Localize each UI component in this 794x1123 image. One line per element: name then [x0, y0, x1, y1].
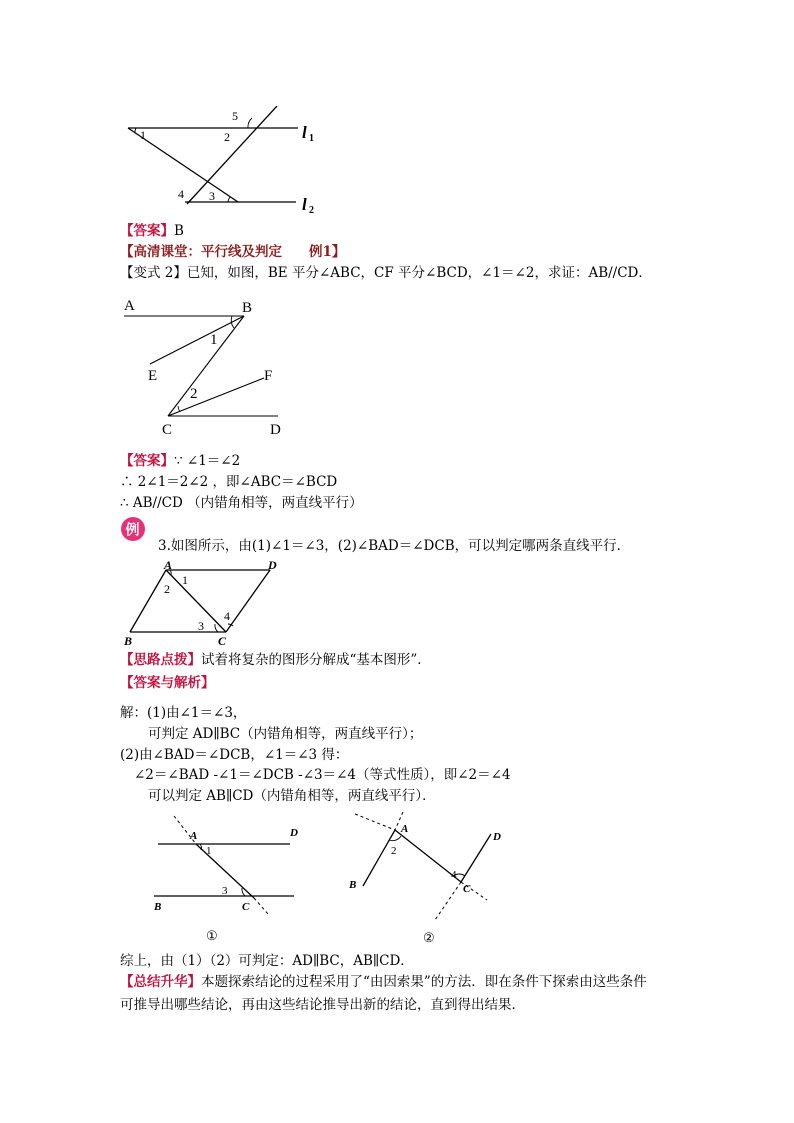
point-label: D	[493, 831, 501, 843]
figure-z-bisector	[120, 294, 290, 442]
angle-label: 3	[222, 885, 228, 897]
answer2-line2: ∴ 2∠1＝2∠2 ，即∠ABC＝∠BCD	[120, 474, 338, 490]
figure-caption: ①	[206, 928, 218, 943]
conclusion-line1	[120, 973, 647, 991]
variant-text: 已知，如图，BE 平分∠ABC，CF 平分∠BCD，∠1＝∠2，求证：AB//CD．	[186, 265, 652, 281]
analysis-line	[120, 674, 215, 692]
variant-line	[120, 264, 652, 282]
conclusion-tag: 【总结升华】	[120, 974, 201, 990]
solution-line2: 可判定 AD∥BC（内错角相等，两直线平行）；	[148, 726, 423, 742]
point-label: D	[290, 827, 298, 839]
example-text: 3.如图所示，由(1)∠1＝∠3，(2)∠BAD＝∠DCB，可以判定哪两条直线平行．	[158, 538, 631, 554]
point-label: A	[164, 558, 173, 572]
angle-label: 3	[198, 619, 204, 633]
point-label: B	[242, 300, 253, 316]
solution-line4: ∠2＝∠BAD -∠1＝∠DCB -∠3＝∠4（等式性质），即∠2＝∠4	[134, 767, 511, 783]
line-label: l	[302, 195, 307, 214]
angle-label: 4	[451, 869, 457, 881]
point-label: C	[162, 422, 173, 438]
angle-label: 5	[232, 109, 238, 123]
angle-label: 1	[140, 128, 146, 142]
answer2-tag: 【答案】	[120, 453, 174, 469]
angle-label: 1	[206, 845, 212, 857]
line-label-sub: 2	[309, 205, 314, 216]
point-label: B	[124, 634, 133, 648]
point-label: F	[264, 368, 273, 384]
angle-label: 2	[391, 845, 397, 857]
point-label: B	[349, 879, 357, 891]
line-label-sub: 1	[309, 133, 314, 144]
angle-label: 2	[164, 582, 170, 596]
point-label: A	[124, 298, 135, 314]
answer-text: B	[174, 223, 184, 239]
example-badge-text: 例	[125, 523, 140, 539]
angle-label: 4	[224, 609, 230, 623]
line-label: l	[302, 123, 307, 142]
point-label: C	[242, 901, 250, 913]
point-label: E	[148, 368, 158, 384]
solution-line5: 可以判定 AB∥CD（内错角相等，两直线平行）．	[148, 788, 436, 804]
analysis-tag: 【答案与解析】	[120, 675, 215, 691]
hd-class-tag: 【高清课堂：平行线及判定 例1】	[120, 244, 346, 260]
angle-label: 1	[210, 332, 218, 348]
angle-label: 1	[182, 573, 188, 587]
figure-sub-1	[150, 812, 310, 947]
hd-class-line	[120, 243, 345, 261]
figure-parallel-lines	[120, 106, 330, 218]
figure-caption: ②	[423, 930, 435, 945]
point-label: B	[154, 901, 162, 913]
answer2-line3: ∴ AB//CD （内错角相等，两直线平行）	[120, 495, 363, 511]
point-label: D	[268, 558, 277, 572]
example-badge-icon	[120, 516, 146, 542]
conclusion-text1: 本题探索结论的过程采用了“由因索果”的方法．即在条件下探索由这些条件	[201, 974, 647, 990]
answer-tag: 【答案】	[120, 223, 174, 239]
point-label: A	[401, 823, 409, 835]
variant-tag: 【变式 2】	[120, 265, 187, 281]
point-label: C	[218, 634, 227, 648]
figure-sub-2	[345, 808, 515, 948]
angle-label: 4	[178, 187, 184, 201]
hint-line	[120, 651, 431, 669]
solution-line3: (2)由∠BAD＝∠DCB，∠1＝∠3 得：	[120, 747, 349, 763]
angle-label: 3	[209, 189, 215, 203]
point-label: C	[463, 883, 471, 895]
hint-text: 试着将复杂的图形分解成“基本图形”．	[201, 652, 431, 668]
solution-line1: 解：(1)由∠1＝∠3，	[120, 705, 247, 721]
answer2-text1: ∵ ∠1＝∠2	[174, 453, 241, 469]
angle-label: 2	[190, 386, 198, 402]
answer2-line1	[120, 452, 240, 470]
answer-line	[120, 222, 184, 240]
point-label: D	[270, 422, 281, 438]
figure-parallelogram	[120, 558, 290, 648]
conclusion-line2: 可推导出哪些结论，再由这些结论推导出新的结论，直到得出结果．	[120, 997, 525, 1013]
point-label: A	[190, 830, 198, 842]
hint-tag: 【思路点拨】	[120, 652, 201, 668]
summary-line: 综上，由（1）（2）可判定：AD∥BC，AB∥CD．	[120, 953, 414, 969]
angle-label: 2	[224, 130, 230, 144]
